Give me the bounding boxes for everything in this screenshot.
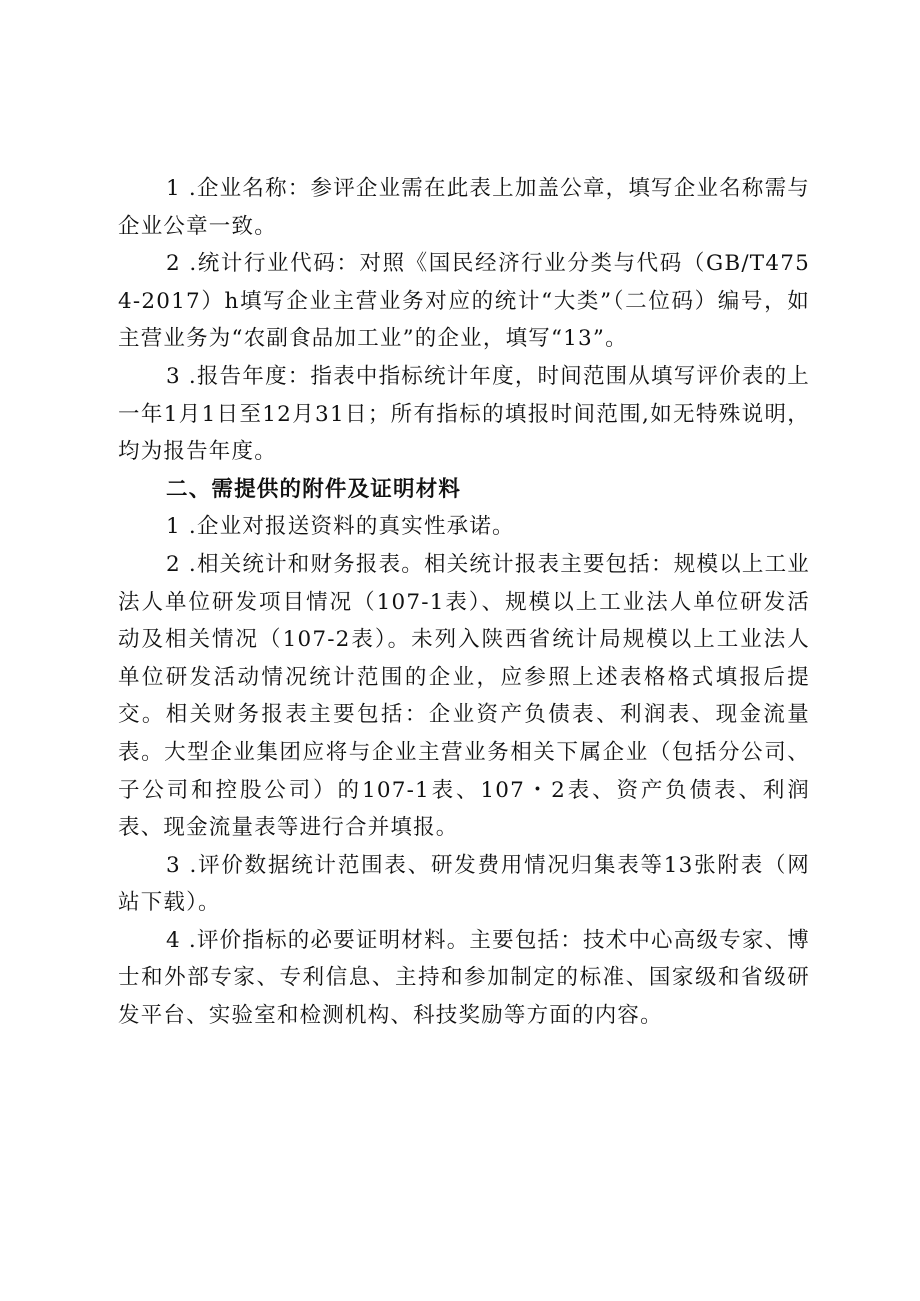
item-proof-materials: 4 .评价指标的必要证明材料。主要包括：技术中心高级专家、博士和外部专家、专利信息、主持和参加制定的标准、国家级和省级研发平台、实验室和检测机构、科技奖励等方面的内容。 [118, 927, 810, 1029]
item-statistical-reports: 2 .相关统计和财务报表。相关统计报表主要包括：规模以上工业法人单位研发项目情况（107-1表）、规模以上工业法人单位研发活动及相关情况（107-2表）。未列入陕西省统计局规模以上工业法人单位研发活动情况统计范围的企业，应参照上述表格格式填报后提交。相关财务报表主要包括：企业资产负债表、利润表、现金流量表。大型企业集团应将与企业主营业务相关下属企业（包括分公司、子公司和控股公司）的107-1表、107・2表、资产负债表、利润表、现金流量表等进行合并填报。 [118, 551, 810, 841]
section-heading-attachments: 二、需提供的附件及证明材料 [166, 476, 462, 502]
document-body [118, 170, 810, 1035]
item-appendix-tables: 3 .评价数据统计范围表、研发费用情况归集表等13张附表（网站下载）。 [118, 852, 810, 916]
item-report-year: 3 .报告年度：指表中指标统计年度，时间范围从填写评价表的上一年1月1日至12月31日；所有指标的填报时间范围,如无特殊说明，均为报告年度。 [118, 363, 810, 465]
item-authenticity-pledge: 1 .企业对报送资料的真实性承诺。 [166, 514, 515, 540]
item-industry-code: 2 .统计行业代码：对照《国民经济行业分类与代码（GB∕T4754-2017）h填写企业主营业务对应的统计“大类”（二位码）编号，如主营业务为“农副食品加工业”的企业，填写“13”。 [118, 251, 810, 352]
item-company-name: 1 .企业名称：参评企业需在此表上加盖公章，填写企业名称需与企业公章一致。 [118, 176, 810, 239]
